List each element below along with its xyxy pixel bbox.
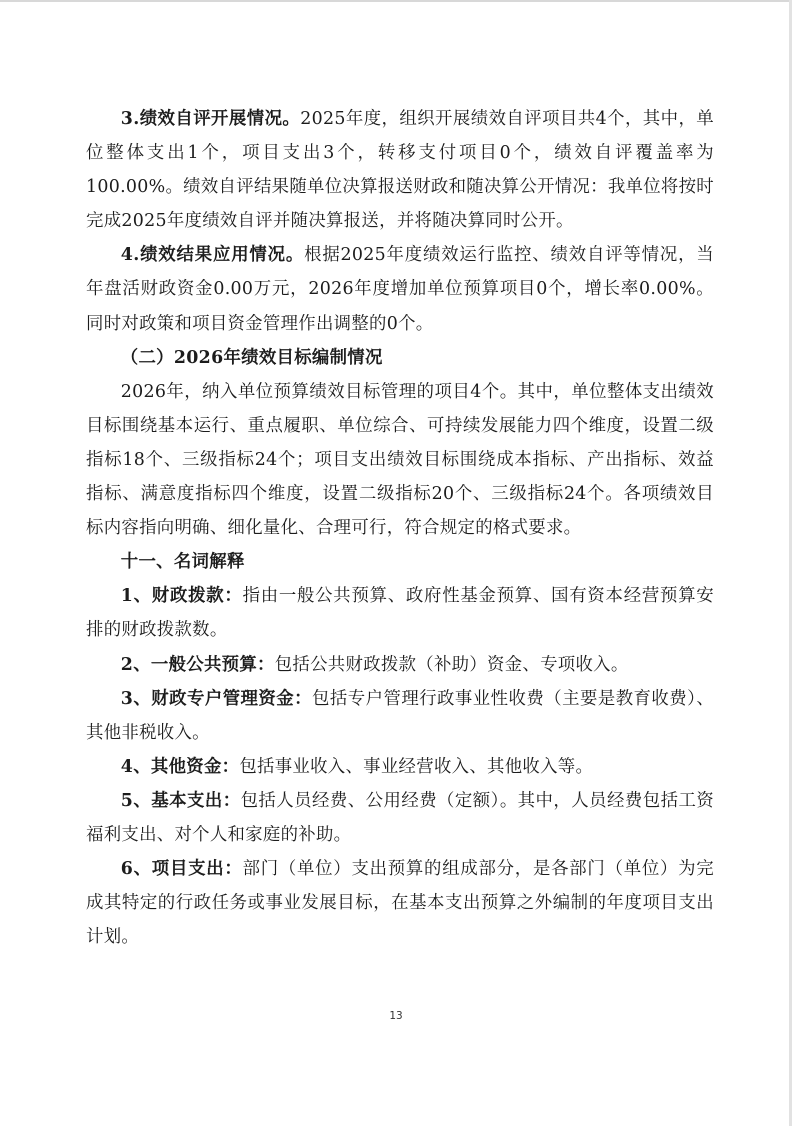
paragraph-results-application: [86, 238, 714, 340]
glossary-definition: 指由一般公共预算、政府性基金预算、国有资本经营预算安排的财政拨款数。: [86, 586, 714, 641]
page-edge-top: [0, 0, 792, 2]
paragraph-text: 2025年度，组织开展绩效自评项目共4个，其中，单位整体支出1个，项目支出3个，转移支付项目0个，绩效自评覆盖率为100.00%。绩效自评结果随单位决算报送财政和随决算公开情况：我单位将按时完成2025年度绩效自评并随决算报送，并将随决算同时公开。: [86, 109, 714, 232]
page-number: 13: [389, 1010, 403, 1022]
paragraph-2026-targets: 2026年，纳入单位预算绩效目标管理的项目4个。其中，单位整体支出绩效目标围绕基本运行、重点履职、单位综合、可持续发展能力四个维度，设置二级指标18个、三级指标24个；项目支出绩效目标围绕成本指标、产出指标、效益指标、满意度指标四个维度，设置二级指标20个、三级指标24个。各项绩效目标内容指向明确、细化量化、合理可行，符合规定的格式要求。: [86, 381, 714, 539]
glossary-definition: 包括事业收入、事业经营收入、其他收入等。: [239, 756, 594, 777]
glossary-item-special-account-funds: [86, 682, 714, 750]
paragraph-self-evaluation: [86, 102, 714, 238]
section-heading-2026-targets: （二）2026年绩效目标编制情况: [120, 347, 383, 368]
section-heading-glossary: 十一、名词解释: [120, 552, 245, 573]
glossary-item-project-expenditure: [86, 852, 714, 954]
glossary-term: 6、项目支出：: [120, 859, 243, 880]
glossary-term: 2、一般公共预算：: [120, 654, 275, 675]
glossary-item-basic-expenditure: [86, 784, 714, 852]
paragraph-lead: 4.绩效结果应用情况。: [120, 245, 305, 266]
glossary-item-fiscal-appropriation: [86, 579, 714, 647]
glossary-term: 3、财政专户管理资金：: [120, 688, 313, 709]
glossary-item-other-funds: [86, 750, 714, 784]
glossary-definition: 包括公共财政拨款（补助）资金、专项收入。: [274, 654, 629, 675]
glossary-definition: 部门（单位）支出预算的组成部分，是各部门（单位）为完成其特定的行政任务或事业发展目标，在基本支出预算之外编制的年度项目支出计划。: [86, 859, 714, 948]
glossary-term: 5、基本支出：: [120, 790, 241, 811]
glossary-term: 1、财政拨款：: [120, 586, 243, 607]
glossary-term: 4、其他资金：: [120, 756, 240, 777]
document-body: [86, 102, 714, 954]
glossary-definition: 包括专户管理行政事业性收费（主要是教育收费）、其他非税收入。: [86, 688, 715, 743]
paragraph-lead: 3.绩效自评开展情况。: [120, 109, 301, 129]
paragraph-text: 根据2025年度绩效运行监控、绩效自评等情况，当年盘活财政资金0.00万元，2026年度增加单位预算项目0个，增长率0.00%。同时对政策和项目资金管理作出调整的0个。: [86, 245, 714, 334]
glossary-item-general-budget: [86, 648, 714, 682]
glossary-definition: 包括人员经费、公用经费（定额）。其中，人员经费包括工资福利支出、对个人和家庭的补助。: [86, 790, 715, 845]
